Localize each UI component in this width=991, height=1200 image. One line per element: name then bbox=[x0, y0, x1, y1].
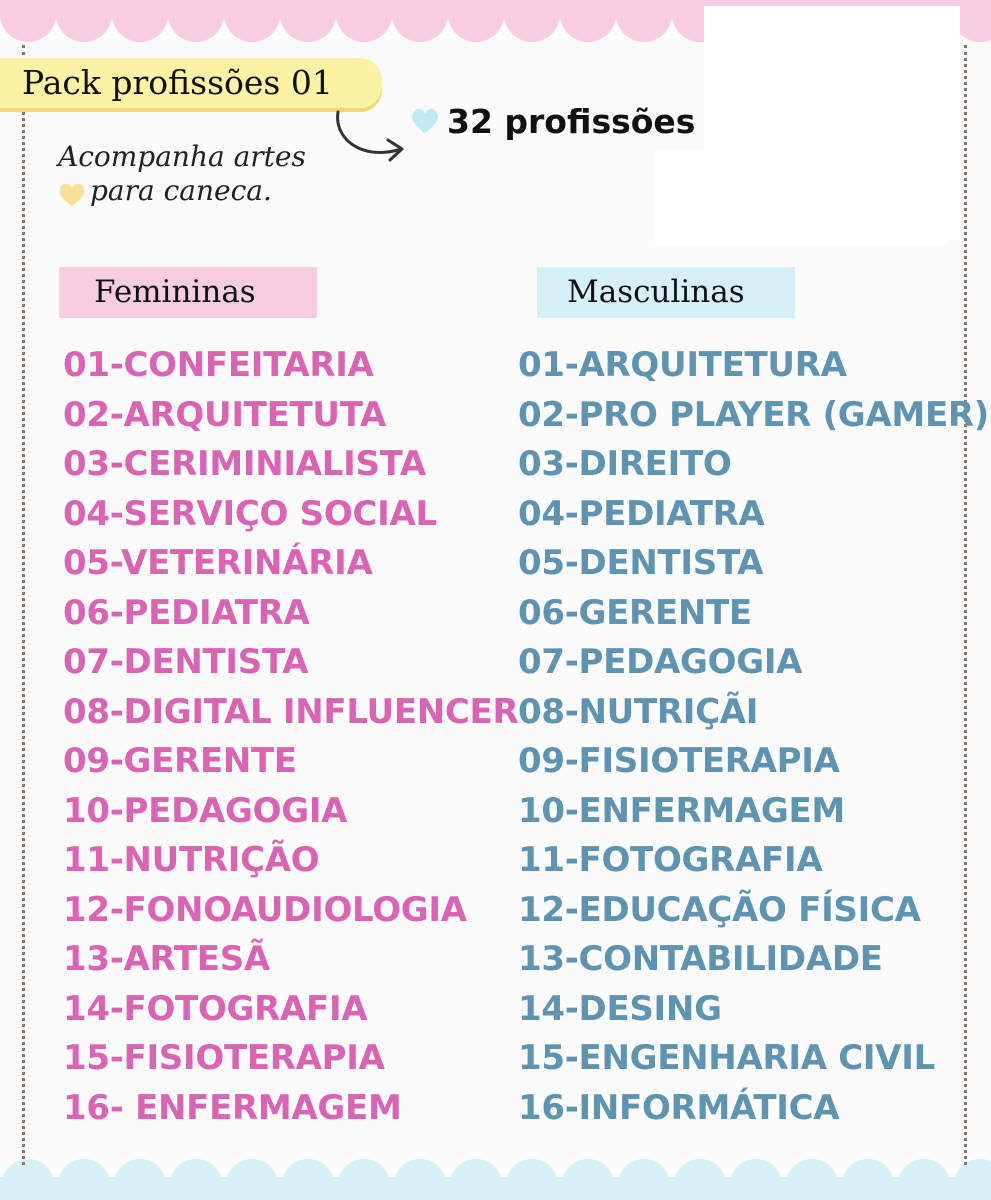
list-item: 03-DIREITO bbox=[518, 444, 732, 484]
profession-count: 32 profissões bbox=[447, 102, 696, 141]
list-item: 05-VETERINÁRIA bbox=[63, 543, 373, 583]
list-item: 01-ARQUITETURA bbox=[518, 345, 847, 385]
pack-title: Pack profissões 01 bbox=[22, 63, 333, 102]
arrow-icon bbox=[330, 108, 415, 168]
list-item: 07-PEDAGOGIA bbox=[518, 642, 803, 682]
list-item: 02-PRO PLAYER (GAMER) bbox=[518, 394, 990, 435]
list-item: 06-GERENTE bbox=[518, 592, 752, 633]
list-item: 16-INFORMÁTICA bbox=[518, 1087, 840, 1128]
note-line-2: para caneca. bbox=[90, 174, 272, 207]
list-item: 01-CONFEITARIA bbox=[63, 345, 374, 385]
list-item: 15-ENGENHARIA CIVIL bbox=[518, 1038, 935, 1078]
list-item: 06-PEDIATRA bbox=[63, 592, 310, 633]
heart-blue-icon bbox=[410, 107, 440, 135]
list-item: 05-DENTISTA bbox=[518, 543, 764, 583]
list-item: 10-ENFERMAGEM bbox=[518, 790, 845, 831]
femininas-list bbox=[63, 341, 518, 1133]
list-item: 02-ARQUITETUTA bbox=[63, 394, 386, 435]
list-item: 07-DENTISTA bbox=[63, 642, 309, 682]
list-item: 15-FISIOTERAPIA bbox=[63, 1038, 385, 1078]
list-item: 04-SERVIÇO SOCIAL bbox=[63, 493, 437, 534]
femininas-label: Femininas bbox=[59, 267, 317, 318]
list-item: 09-GERENTE bbox=[63, 741, 297, 781]
list-item: 11-NUTRIÇÃO bbox=[63, 840, 320, 880]
list-item: 12-FONOAUDIOLOGIA bbox=[63, 889, 467, 930]
list-item: 10-PEDAGOGIA bbox=[63, 790, 348, 831]
list-item: 14-FOTOGRAFIA bbox=[63, 988, 368, 1029]
list-item: 08-NUTRIÇÃI bbox=[518, 691, 759, 732]
list-item: 13-ARTESÃ bbox=[63, 939, 270, 979]
heart-yellow-icon bbox=[58, 182, 86, 207]
list-item: 04-PEDIATRA bbox=[518, 493, 765, 534]
list-item: 16- ENFERMAGEM bbox=[63, 1087, 402, 1128]
blank-panel-lower bbox=[655, 150, 947, 245]
list-item: 14-DESING bbox=[518, 988, 722, 1029]
list-item: 13-CONTABILIDADE bbox=[518, 939, 883, 979]
list-item: 09-FISIOTERAPIA bbox=[518, 741, 840, 781]
note-line-1: Acompanha artes bbox=[58, 140, 306, 173]
list-item: 12-EDUCAÇÃO FÍSICA bbox=[518, 889, 921, 930]
masculinas-list bbox=[518, 341, 989, 1133]
masculinas-label: Masculinas bbox=[537, 267, 795, 318]
list-item: 03-CERIMINIALISTA bbox=[63, 444, 426, 484]
bottom-scalloped-border bbox=[0, 1155, 991, 1200]
list-item: 11-FOTOGRAFIA bbox=[518, 840, 823, 880]
list-item: 08-DIGITAL INFLUENCER bbox=[63, 691, 519, 732]
left-dotted-border bbox=[22, 45, 25, 1165]
